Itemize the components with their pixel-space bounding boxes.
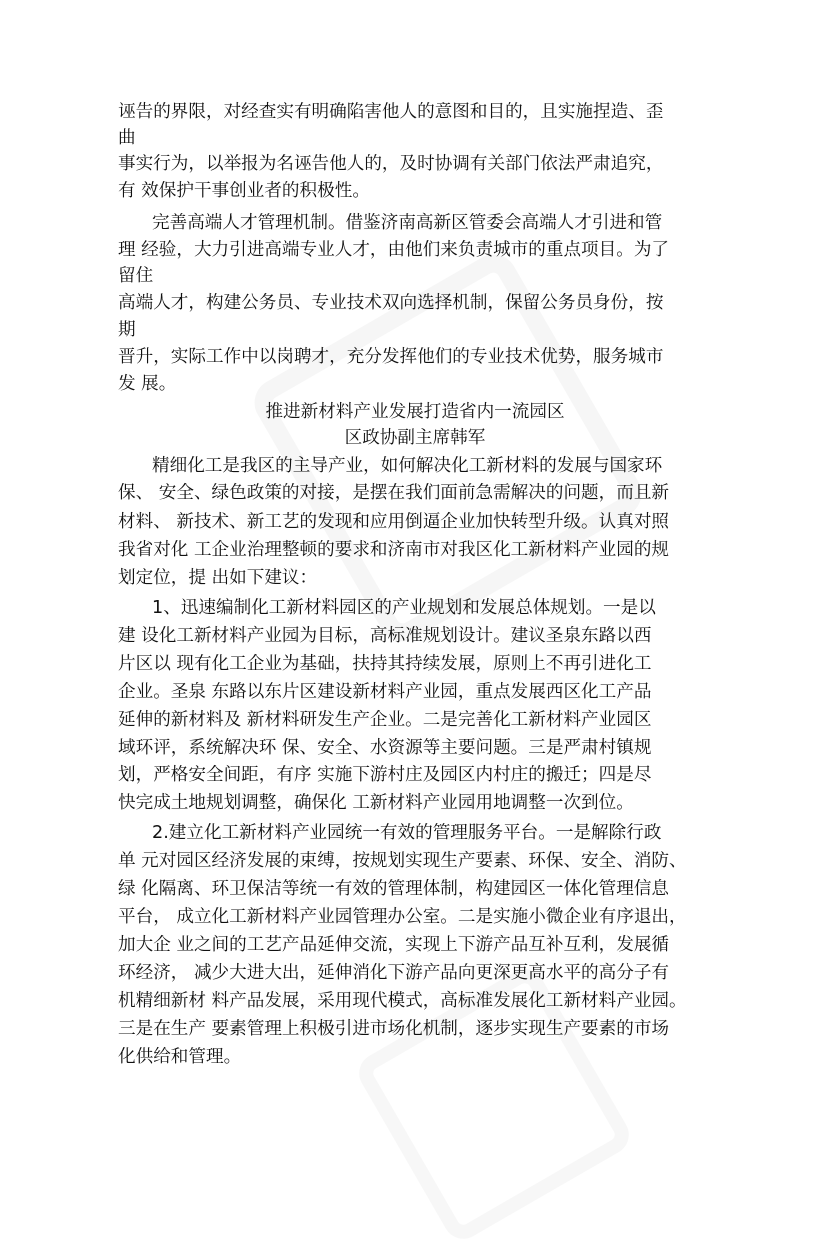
text-line: 企业。圣泉 东路以东片区建设新材料产业园，重点发展西区化工产品 [118,682,652,702]
text-line: 诬告的界限，对经查实有明确陷害他人的意图和目的，且实施捏造、歪 [118,102,664,122]
text-line: 材料、 新技术、新工艺的发现和应用倒逼企业加快转型升级。认真对照 [118,512,670,532]
text-line: 划定位，提 出如下建议： [118,568,318,588]
text-line: 平台， 成立化工新材料产业园管理办公室。二是实施小微企业有序退出， [118,907,687,927]
author-line: 区政协副主席韩军 [344,428,486,448]
text-line: 片区以 现有化工企业为基础，扶持其持续发展，原则上不再引进化工 [118,654,652,674]
text-line: 机精细新材 料产品发展，采用现代模式，高标准发展化工新材料产业园。 [118,991,687,1011]
text-line: 期 [118,320,136,340]
text-line: 域环评，系统解决环 保、安全、水资源等主要问题。三是严肃村镇规 [118,738,652,758]
text-line: 理 经验，大力引进高端专业人才，由他们来负责城市的重点项目。为了 [118,240,670,260]
text-line: 绿 化隔离、环卫保洁等统一有效的管理体制，构建园区一体化管理信息 [118,879,670,899]
text-line: 高端人才，构建公务员、专业技术双向选择机制，保留公务员身份，按 [118,293,664,313]
text-line: 有 效保护干事创业者的积极性。 [118,181,370,201]
text-line: 单 元对园区经济发展的束缚，按规划实现生产要素、环保、安全、消防、 [118,851,687,871]
text-line: 环经济， 减少大进大出，延伸消化下游产品向更深更高水平的高分子有 [118,963,670,983]
text-line: 事实行为，以举报为名诬告他人的，及时协调有关部门依法严肃追究， [118,154,664,174]
text-line: 化供给和管理。 [118,1047,242,1067]
section-title: 推进新材料产业发展打造省内一流园区 [265,402,565,422]
text-line: 快完成土地规划调整，确保化 工新材料产业园用地调整一次到位。 [118,793,634,813]
text-line: 保、 安全、绿色政策的对接，是摆在我们面前急需解决的问题，而且新 [118,483,670,503]
text-line: 曲 [118,128,136,148]
text-line: 建 设化工新材料产业园为目标，高标准规划设计。建议圣泉东路以西 [118,626,652,646]
text-line: 晋升，实际工作中以岗聘才，充分发挥他们的专业技术优势，服务城市 [118,347,664,367]
paragraph-start: 完善高端人才管理机制。借鉴济南高新区管委会高端人才引进和管 [152,213,663,233]
text-line: 留住 [118,266,154,286]
text-line: 三是在生产 要素管理上积极引进市场化机制，逐步实现生产要素的市场 [118,1019,670,1039]
text-line: 延伸的新材料及 新材料研发生产企业。二是完善化工新材料产业园区 [118,710,652,730]
text-line: 我省对化 工企业治理整顿的要求和济南市对我区化工新材料产业园的规 [118,540,670,560]
paragraph-start: 1、迅速编制化工新材料园区的产业规划和发展总体规划。一是以 [152,598,656,618]
text-line: 划，严格安全间距，有序 实施下游村庄及园区内村庄的搬迁；四是尽 [118,765,652,785]
paragraph-start: 2.建立化工新材料产业园统一有效的管理服务平台。一是解除行政 [152,823,662,843]
text-line: 发 展。 [118,374,177,394]
paragraph-start: 精细化工是我区的主导产业，如何解决化工新材料的发展与国家环 [152,456,663,476]
text-line: 加大企 业之间的工艺产品延伸交流，实现上下游产品互补互利，发展循 [118,935,670,955]
